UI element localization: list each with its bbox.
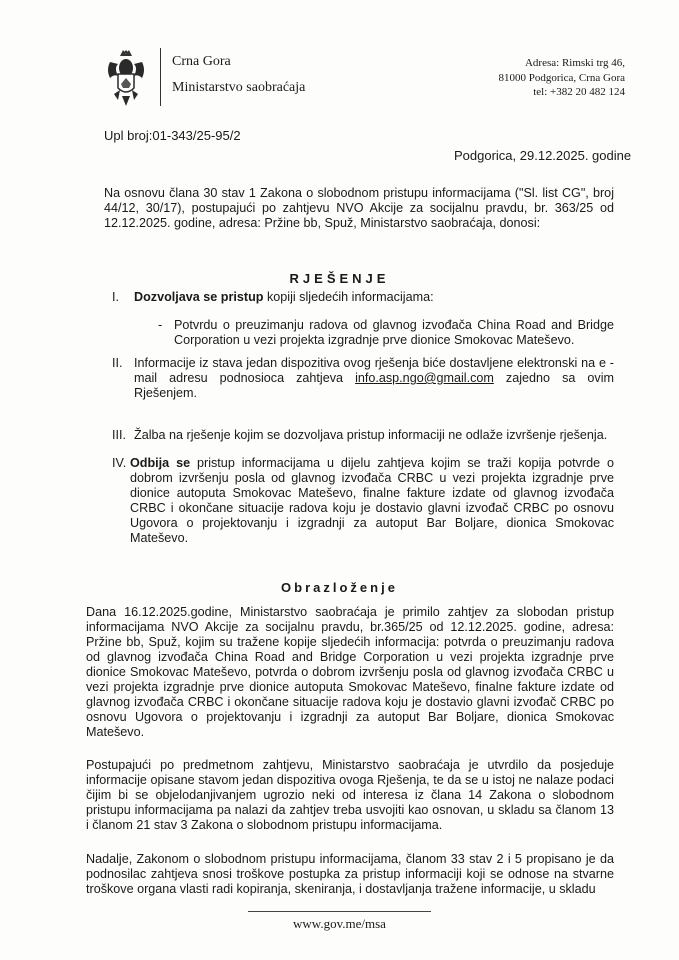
item-4-text: [130, 456, 614, 546]
document-date: Podgorica, 29.12.2025. godine: [454, 148, 632, 163]
header-divider: [160, 48, 161, 106]
ministry-name: Ministarstvo saobraćaja: [172, 80, 306, 95]
item-4-number: IV.: [112, 456, 127, 470]
item-2-after: zajedno sa ovim Rješenjem.: [134, 371, 614, 400]
phone-number: tel: +382 20 482 124: [533, 86, 625, 98]
reasoning-paragraph-1: Dana 16.12.2025.godine, Ministarstvo saobraćaja je primilo zahtjev za slobodan pristup informacijama NVO Akcije za socijalnu pravdu, br.365/25 od 12.12.2025. godine, adresa: Pržine bb, Spuž, kojim su tražene kopije sljedećih informacija: potvrda o preuzimanju radova od glavnog izvođača China Road and Bridge Corporation u vezi projekta izgradnje prve dionice Smokovac Mateševo, potvrda o dobrom izvršenju posla od glavnog izvođača CRBC u vezi projekta izgradnje prve dionice autoputa Smokovac Mateševo, finalne fakture izdate od glavnog izvođača CRBC i okončane situacije radova koju je dostavio glavni izvođač CRBC po osnovu Ugovora o projektovanju i izgradnji za autoput Bar Boljare, dionica Smokovac Mateševo.: [86, 605, 614, 739]
ministry-address: [499, 56, 625, 100]
reference-number: Upl broj:01-343/25-95/2: [104, 128, 241, 143]
reasoning-paragraph-3: Nadalje, Zakonom o slobodnom pristupu informacijama, članom 33 stav 2 i 5 propisano je da podnosilac zahtjeva snosi troškove postupka za pristup informaciji koji se odnose na stvarne troškove organa vlasti radi kopiranja, skeniranja, i dostavljanja tražene informacije, u skladu: [86, 852, 614, 896]
item-3-text: Žalba na rješenje kojim se dozvoljava pristup informaciji ne odlaže izvršenje rješenja.: [134, 428, 608, 442]
item-1-dash: -: [158, 318, 163, 332]
coat-of-arms-icon: [104, 48, 148, 108]
footer-divider: [248, 911, 431, 912]
requester-email-link[interactable]: info.asp.ngo@gmail.com: [355, 371, 494, 385]
item-3-number: III.: [112, 428, 126, 442]
intro-paragraph: Na osnovu člana 30 stav 1 Zakona o slobodnom pristupu informacijama ("Sl. list CG", broj 44/12, 30/17), postupajući po zahtjevu NVO Akcije za socijalnu pravdu, br. 363/25 od 12.12.2025. godine, adresa: Pržine bb, Spuž, Ministarstvo saobraćaja, donosi:: [104, 186, 614, 230]
decision-title: RJEŠENJE: [289, 271, 390, 286]
item-4-bold: Odbija se: [130, 456, 191, 470]
footer-website-link[interactable]: www.gov.me/msa: [293, 916, 386, 931]
item-2-rest: Informacije iz stava jedan dispozitiva ovog rješenja biće dostavljene elektronski na e - mail adresu podnosioca zahtjeva: [134, 356, 614, 385]
reasoning-paragraph-2: Postupajući po predmetnom zahtjevu, Ministarstvo saobraćaja je utvrdilo da posjeduje informacije opisane stavom jedan dispozitiva ovoga Rješenja, te da se u istoj ne nalaze podaci čijim bi se objelodanjivanjem ugrozio neki od interesa iz člana 14 Zakona o slobodnom pristupu informacijama pa nalazi da zahtjev treba usvojiti kao osnovan, u skladu sa članom 13 i članom 21 stav 3 Zakona o slobodnom pristupu informacijama.: [86, 758, 614, 832]
item-2-text: [134, 356, 614, 401]
item-1-text: [134, 290, 604, 305]
item-1-bold: Dozvoljava se pristup: [134, 290, 264, 304]
item-1-rest: kopiji sljedećih informacijama:: [263, 290, 434, 304]
item-4-rest: pristup informacijama u dijelu zahtjeva kojim se traži kopija potvrde o dobrom izvršenju posla od glavnog izvođača CRBC u vezi projekta izgradnje prve dionice autoputa Smokovac Mateševo, finalne fakture izdate od glavnog izvođača CRBC i okončane situacije radova koju je dostavio glavni izvođač CRBC po osnovu Ugovora o projektovanju i izgradnji za autoput Bar Boljare, dionica Smokovac Mateševo.: [130, 456, 614, 545]
item-1-number: I.: [112, 290, 119, 304]
reasoning-title: Obrazloženje: [281, 580, 398, 595]
item-1-sub-text: Potvrdu o preuzimanju radova od glavnog izvođača China Road and Bridge Corporation u vezi projekta izgradnje prve dionice Smokovac Mateševo.: [174, 318, 614, 347]
item-2-number: II.: [112, 356, 123, 370]
address-line-1: Adresa: Rimski trg 46,: [524, 57, 625, 69]
address-line-2: 81000 Podgorica, Crna Gora: [498, 71, 625, 84]
country-name: Crna Gora: [172, 54, 231, 69]
